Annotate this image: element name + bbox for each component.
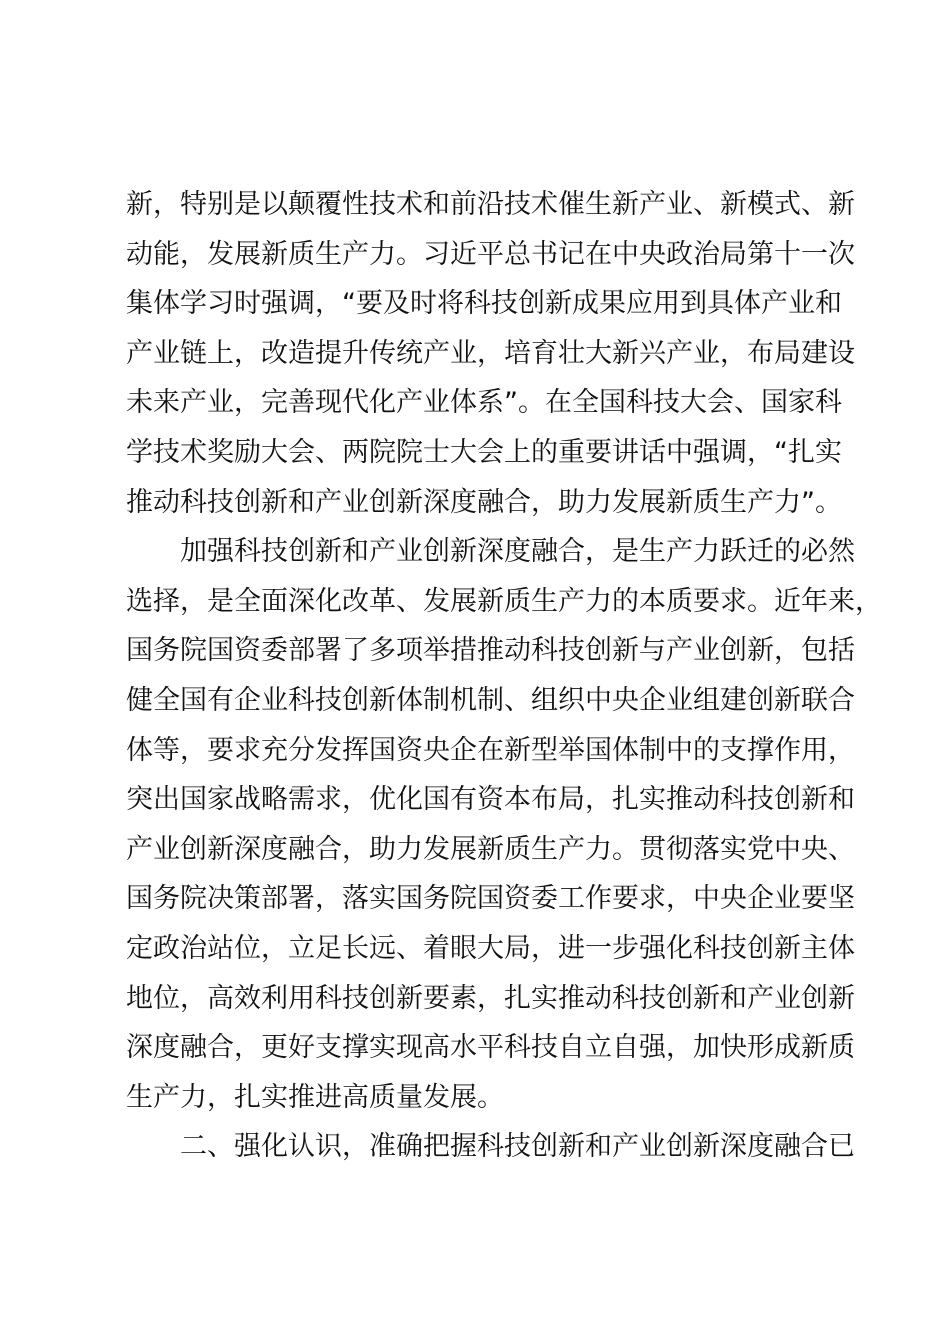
text-line: 学技术奖励大会、两院院士大会上的重要讲话中强调，“扎实 [126, 436, 842, 468]
text-line: 推动科技创新和产业创新深度融合，助力发展新质生产力”。 [126, 486, 842, 518]
text-line: 地位，高效利用科技创新要素，扎实推动科技创新和产业创新 [126, 982, 855, 1014]
text-line: 国务院决策部署，落实国务院国资委工作要求，中央企业要坚 [126, 883, 855, 915]
text-line: 新，特别是以颠覆性技术和前沿技术催生新产业、新模式、新 [126, 189, 855, 220]
text-line: 产业创新深度融合，助力发展新质生产力。贯彻落实党中央、 [126, 833, 855, 865]
document-body [126, 180, 882, 1172]
text-line: 动能，发展新质生产力。习近平总书记在中央政治局第十一次 [126, 238, 855, 270]
section-heading: 二、强化认识，准确把握科技创新和产业创新深度融合已 [126, 1131, 855, 1163]
text-line: 集体学习时强调，“要及时将科技创新成果应用到具体产业和 [126, 288, 842, 320]
text-line: 选择，是全面深化改革、发展新质生产力的本质要求。近年来， [126, 585, 882, 617]
text-line: 体等，要求充分发挥国资央企在新型举国体制中的支撑作用， [126, 734, 855, 766]
paragraph-start-line: 加强科技创新和产业创新深度融合，是生产力跃迁的必然 [126, 536, 855, 568]
text-line: 产业链上，改造提升传统产业，培育壮大新兴产业，布局建设 [126, 337, 855, 369]
text-line: 深度融合，更好支撑实现高水平科技自立自强，加快形成新质 [126, 1032, 855, 1064]
text-line: 生产力，扎实推进高质量发展。 [126, 1081, 504, 1113]
text-line: 定政治站位，立足长远、着眼大局，进一步强化科技创新主体 [126, 932, 855, 964]
text-line: 健全国有企业科技创新体制机制、组织中央企业组建创新联合 [126, 684, 855, 716]
text-line: 突出国家战略需求，优化国有资本布局，扎实推动科技创新和 [126, 784, 855, 816]
text-line: 国务院国资委部署了多项举措推动科技创新与产业创新，包括 [126, 635, 855, 667]
text-line: 未来产业，完善现代化产业体系”。在全国科技大会、国家科 [126, 387, 842, 419]
